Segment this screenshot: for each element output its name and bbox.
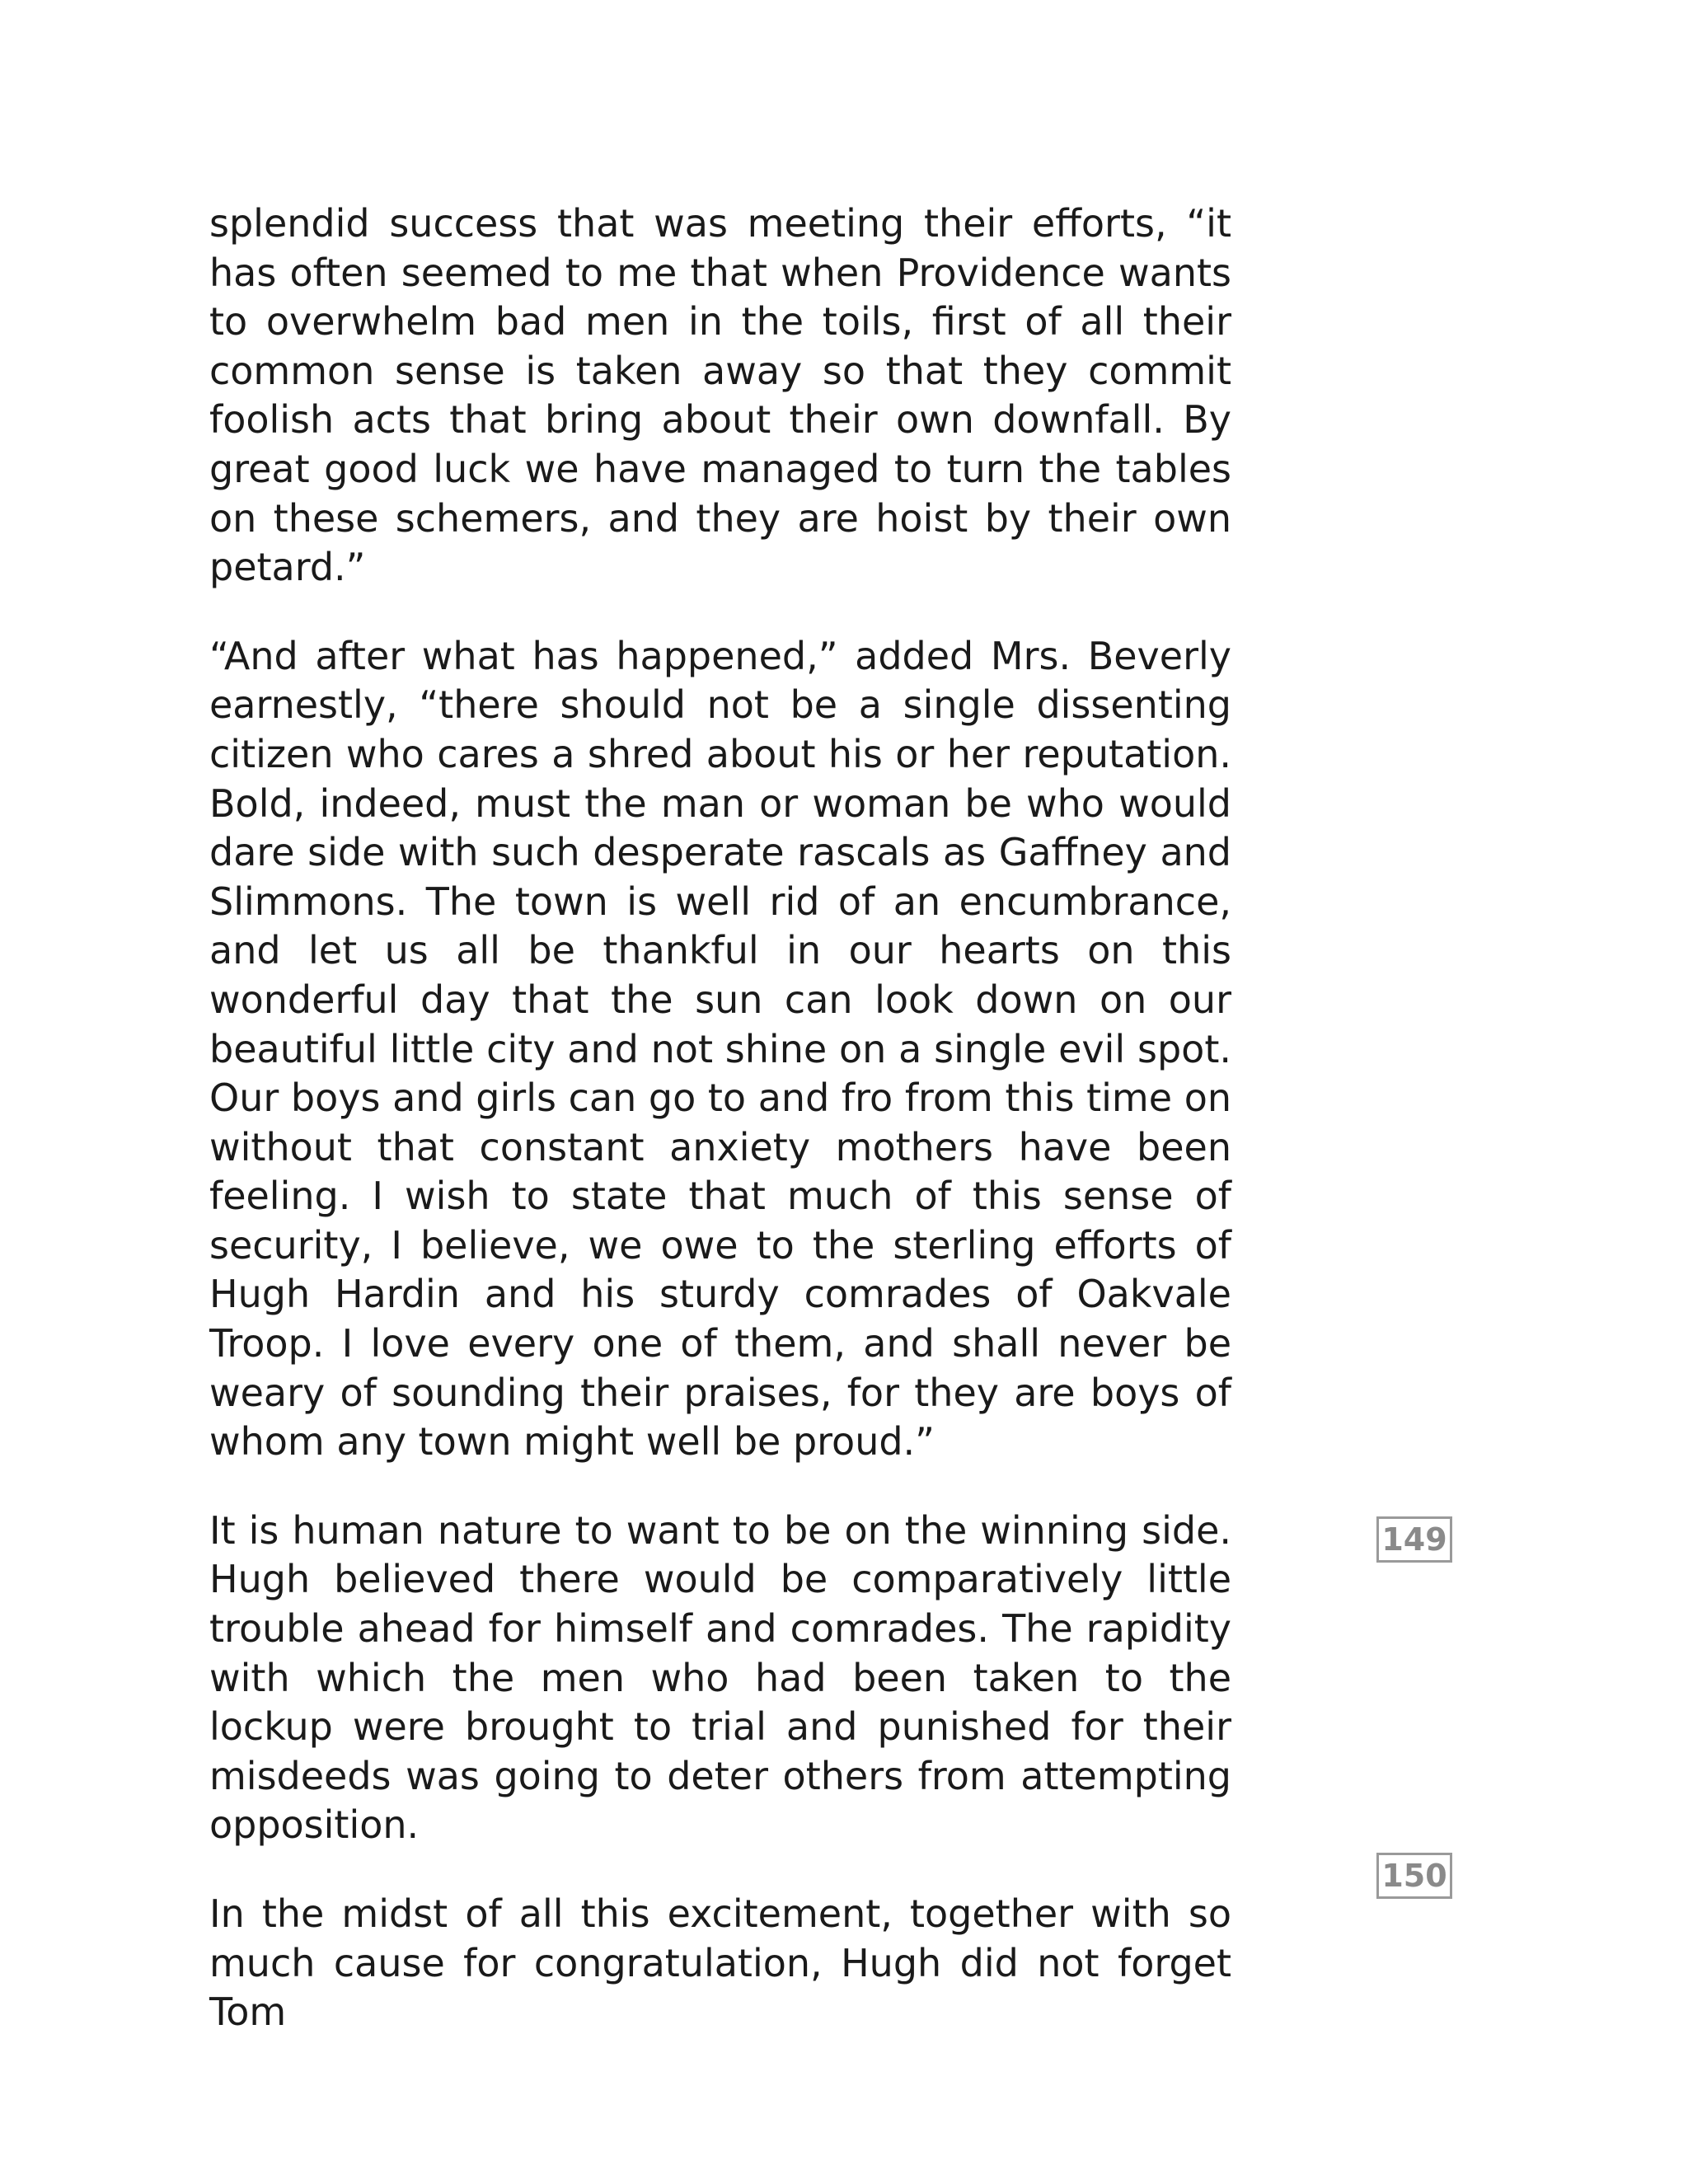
paragraph: It is human nature to want to be on the winning side. Hugh believed there would be comparatively little trouble ahead for himself and comrades. The rapidity with which the men who had been taken to the lockup were brought to trial and punished for their misdeeds was going to deter others from attempting opposition. (209, 1507, 1231, 1848)
paragraph-spacer (209, 1467, 1231, 1507)
body-text (209, 199, 1231, 2037)
paragraph: “And after what has happened,” added Mrs. Beverly earnestly, “there should not be a single dissenting citizen who cares a shred about his or her reputation. Bold, indeed, must the man or woman be who would dare side with such desperate rascals as Gaffney and Slimmons. The town is well rid of an encumbrance, and let us all be thankful in our hearts on this wonderful day that the sun can look down on our beautiful little city and not shine on a single evil spot. Our boys and girls can go to and fro from this time on without that constant anxiety mothers have been feeling. I wish to state that much of this sense of security, I believe, we owe to the sterling efforts of Hugh Hardin and his sturdy comrades of Oakvale Troop. I love every one of them, and shall never be weary of sounding their praises, for they are boys of whom any town might well be proud.” (209, 633, 1231, 1465)
paragraph-spacer (209, 1850, 1231, 1890)
paragraph: splendid success that was meeting their efforts, “it has often seemed to me that when Providence wants to overwhelm bad men in the toils, first of all their common sense is taken away so that they commit foolish acts that bring about their own downfall. By great good luck we have managed to turn the tables on these schemers, and they are hoist by their own petard.” (209, 201, 1231, 590)
paragraph-spacer (209, 593, 1231, 632)
paragraph: In the midst of all this excitement, together with so much cause for congratulation, Hugh did not forget Tom (209, 1891, 1231, 2035)
page-number-marker: 150 (1376, 1853, 1452, 1899)
page-number-marker: 149 (1376, 1516, 1452, 1563)
